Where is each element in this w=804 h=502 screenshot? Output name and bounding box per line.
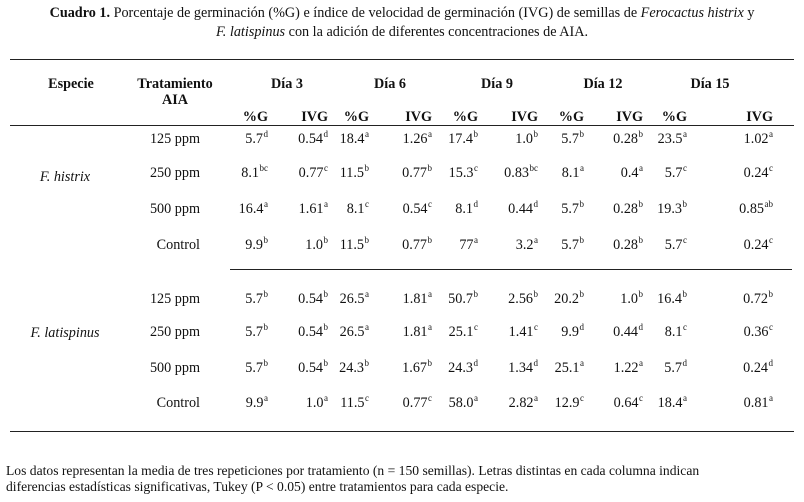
cell-value: 1.0 [620, 291, 638, 307]
cell-value: 0.24 [743, 237, 769, 253]
cell-significance-letter: b [473, 129, 478, 139]
cell-value: 0.24 [743, 165, 769, 181]
cell-significance-letter: c [365, 199, 369, 209]
cell-significance-letter: b [427, 163, 432, 173]
cell-value: 0.64 [613, 395, 639, 411]
table-cell [299, 323, 369, 342]
cell-significance-letter: d [323, 129, 328, 139]
species-separator-rule [230, 269, 792, 270]
subheader-pct-g: %G [661, 109, 687, 125]
cell-significance-letter: b [533, 129, 538, 139]
cell-value: 9.9 [561, 324, 579, 340]
cell-significance-letter: c [428, 199, 432, 209]
footnote-line-2: diferencias estadísticas significativas, Tukey (P < 0.05) entre tratamientos para cada especie. [6, 479, 509, 494]
cell-value: 0.81 [743, 395, 769, 411]
species-label-histrix: F. histrix [39, 169, 91, 185]
cell-value: 0.77 [402, 237, 427, 253]
cell-significance-letter: b [682, 289, 687, 299]
table-cell [703, 130, 773, 149]
table-cell [617, 200, 687, 219]
treatment-label: 250 ppm [149, 165, 200, 181]
cell-significance-letter: b [364, 358, 369, 368]
cell-value: 11.5 [340, 395, 365, 411]
cell-significance-letter: b [263, 235, 268, 245]
cell-value: 1.61 [298, 201, 324, 217]
subheader-pct-g: %G [242, 109, 268, 125]
cell-value: 15.3 [448, 165, 474, 181]
cell-significance-letter: d [533, 199, 538, 209]
cell-significance-letter: a [324, 393, 328, 403]
cell-value: 8.1 [346, 201, 365, 217]
cell-significance-letter: b [263, 358, 268, 368]
day-header: Día 15 [690, 76, 730, 92]
cell-value: 5.7 [245, 360, 263, 376]
caption-text-a: Porcentaje de germinación (%G) e índice de velocidad de germinación (IVG) de semillas de [110, 5, 641, 21]
cell-significance-letter: c [474, 163, 478, 173]
cell-significance-letter: a [683, 129, 687, 139]
cell-significance-letter: a [365, 322, 369, 332]
cell-significance-letter: b [427, 358, 432, 368]
table-cell [703, 323, 773, 342]
cell-significance-letter: a [428, 129, 432, 139]
cell-significance-letter: b [364, 163, 369, 173]
table-cell [299, 130, 369, 149]
header-rule [10, 125, 794, 126]
cell-significance-letter: a [324, 199, 328, 209]
table-cell [703, 164, 773, 183]
subheader-pct-g: %G [452, 109, 478, 125]
treatment-label: 125 ppm [149, 291, 200, 307]
cell-value: 1.0 [305, 237, 323, 253]
top-rule [10, 59, 794, 60]
table-cell [703, 200, 773, 219]
cell-value: 77 [459, 237, 474, 253]
cell-significance-letter: a [474, 393, 478, 403]
table-cell [703, 236, 773, 255]
cell-significance-letter: b [323, 358, 328, 368]
cell-significance-letter: c [769, 163, 773, 173]
cell-value: 5.7 [245, 291, 263, 307]
cell-significance-letter: b [579, 235, 584, 245]
subheader-ivg: IVG [511, 109, 538, 125]
cell-significance-letter: c [683, 235, 687, 245]
table-cell [299, 394, 369, 413]
cell-value: 0.85 [739, 201, 764, 217]
caption-text-c: con la adición de diferentes concentraciones de AIA. [285, 24, 589, 40]
cell-value: 26.5 [339, 324, 365, 340]
cell-value: 26.5 [339, 291, 365, 307]
cell-significance-letter: b [768, 289, 773, 299]
cell-value: 12.9 [554, 395, 580, 411]
table-cell [299, 236, 369, 255]
cell-significance-letter: c [580, 393, 584, 403]
cell-significance-letter: b [638, 199, 643, 209]
cell-value: 0.54 [298, 131, 323, 147]
footnote [6, 463, 804, 495]
cell-value: 5.7 [664, 165, 683, 181]
cell-value: 16.4 [657, 291, 682, 307]
cell-value: 5.7 [664, 360, 682, 376]
cell-value: 8.1 [561, 165, 580, 181]
cell-value: 0.54 [298, 360, 323, 376]
cell-significance-letter: b [364, 235, 369, 245]
cell-significance-letter: b [533, 289, 538, 299]
cell-value: 2.56 [508, 291, 533, 307]
table-cell [299, 290, 369, 309]
subheader-ivg: IVG [616, 109, 643, 125]
subheader-ivg: IVG [746, 109, 773, 125]
cell-value: 11.5 [339, 165, 364, 181]
cell-value: 5.7 [245, 324, 263, 340]
cell-value: 19.3 [657, 201, 682, 217]
cell-value: 0.77 [402, 395, 428, 411]
cell-significance-letter: b [323, 235, 328, 245]
cell-significance-letter: d [263, 129, 268, 139]
cell-significance-letter: d [579, 322, 584, 332]
table-cell [703, 290, 773, 309]
cell-significance-letter: a [639, 358, 643, 368]
cell-value: 0.4 [620, 165, 639, 181]
species-label-latispinus: F. latispinus [30, 325, 100, 341]
cell-value: 50.7 [448, 291, 473, 307]
cell-value: 0.54 [298, 291, 323, 307]
table-cell [703, 394, 773, 413]
cell-value: 18.4 [339, 131, 365, 147]
cell-significance-letter: a [580, 163, 584, 173]
cell-value: 9.9 [245, 395, 264, 411]
caption-species-b: F. latispinus [215, 24, 286, 40]
cell-value: 8.1 [664, 324, 683, 340]
cell-value: 1.41 [508, 324, 534, 340]
cell-significance-letter: d [768, 358, 773, 368]
cell-significance-letter: b [638, 129, 643, 139]
cell-significance-letter: a [534, 393, 538, 403]
cell-value: 0.28 [613, 201, 638, 217]
cell-significance-letter: b [638, 235, 643, 245]
cell-significance-letter: c [534, 322, 538, 332]
header-tratamiento-aia: AIA [161, 92, 188, 108]
subheader-ivg: IVG [405, 109, 432, 125]
cell-value: 1.22 [613, 360, 639, 376]
footnote-line-1: Los datos representan la media de tres repeticiones por tratamiento (n = 150 semillas). Letras distintas en cada columna indican [6, 463, 700, 478]
header-tratamiento: Tratamiento [137, 76, 213, 92]
day-header: Día 12 [583, 76, 623, 92]
cell-significance-letter: d [533, 358, 538, 368]
table-caption [18, 4, 786, 42]
table-cell [617, 236, 687, 255]
cell-value: 5.7 [561, 131, 579, 147]
cell-value: 1.67 [402, 360, 427, 376]
cell-value: 0.44 [613, 324, 638, 340]
cell-value: 8.1 [241, 165, 259, 181]
cell-significance-letter: b [473, 289, 478, 299]
cell-significance-letter: a [683, 393, 687, 403]
cell-value: 1.81 [402, 324, 428, 340]
cell-value: 0.36 [743, 324, 769, 340]
cell-significance-letter: d [473, 358, 478, 368]
treatment-label: 500 ppm [149, 360, 200, 376]
cell-significance-letter: d [638, 322, 643, 332]
caption-species-a: Ferocactus histrix [640, 5, 744, 21]
cell-value: 0.44 [508, 201, 533, 217]
bottom-rule [10, 431, 794, 432]
cell-significance-letter: c [428, 393, 432, 403]
cell-significance-letter: a [580, 358, 584, 368]
cell-significance-letter: d [473, 199, 478, 209]
cell-value: 1.0 [305, 395, 324, 411]
table-cell [617, 394, 687, 413]
cell-significance-letter: b [263, 322, 268, 332]
cell-significance-letter: a [474, 235, 478, 245]
table-cell [703, 359, 773, 378]
cell-value: 23.5 [657, 131, 683, 147]
cell-value: 0.24 [743, 360, 768, 376]
cell-value: 1.0 [515, 131, 533, 147]
cell-significance-letter: b [579, 199, 584, 209]
cell-value: 1.26 [402, 131, 428, 147]
cell-significance-letter: b [638, 289, 643, 299]
cell-significance-letter: a [534, 235, 538, 245]
cell-value: 5.7 [245, 131, 263, 147]
cell-significance-letter: b [323, 289, 328, 299]
cell-value: 0.54 [298, 324, 323, 340]
cell-significance-letter: b [323, 322, 328, 332]
cell-significance-letter: b [427, 235, 432, 245]
cell-value: 0.72 [743, 291, 768, 307]
table-cell [617, 130, 687, 149]
cell-value: 0.83 [504, 165, 529, 181]
table-cell [617, 359, 687, 378]
cell-value: 58.0 [448, 395, 474, 411]
treatment-label: Control [156, 395, 200, 411]
cell-significance-letter: a [428, 289, 432, 299]
cell-value: 0.77 [298, 165, 324, 181]
caption-label: Cuadro 1. [49, 5, 111, 21]
cell-significance-letter: c [639, 393, 643, 403]
cell-significance-letter: b [263, 289, 268, 299]
cell-value: 25.1 [448, 324, 474, 340]
header-especie: Especie [48, 76, 94, 92]
day-header: Día 3 [271, 76, 303, 92]
table-cell [299, 164, 369, 183]
table-cell [299, 200, 369, 219]
cell-value: 0.54 [402, 201, 428, 217]
cell-value: 1.34 [508, 360, 533, 376]
cell-value: 18.4 [657, 395, 683, 411]
cell-value: 0.28 [613, 131, 638, 147]
treatment-label: 500 ppm [149, 201, 200, 217]
treatment-label: 125 ppm [149, 131, 200, 147]
cell-value: 5.7 [561, 237, 579, 253]
cell-significance-letter: a [769, 393, 773, 403]
cell-significance-letter: a [428, 322, 432, 332]
day-header: Día 9 [481, 76, 513, 92]
cell-significance-letter: c [769, 235, 773, 245]
cell-significance-letter: a [365, 289, 369, 299]
cell-significance-letter: c [683, 163, 687, 173]
cell-significance-letter: c [683, 322, 687, 332]
cell-value: 9.9 [245, 237, 263, 253]
cell-significance-letter: c [474, 322, 478, 332]
cell-value: 11.5 [339, 237, 364, 253]
cell-value: 17.4 [448, 131, 473, 147]
cell-significance-letter: d [682, 358, 687, 368]
cell-significance-letter: c [769, 322, 773, 332]
table-cell [617, 164, 687, 183]
cell-value: 24.3 [448, 360, 473, 376]
cell-significance-letter: c [324, 163, 328, 173]
cell-significance-letter: a [264, 393, 268, 403]
cell-value: 24.3 [339, 360, 364, 376]
subheader-pct-g: %G [343, 109, 369, 125]
day-header: Día 6 [374, 76, 406, 92]
cell-value: 25.1 [554, 360, 580, 376]
cell-significance-letter: b [579, 129, 584, 139]
cell-value: 0.77 [402, 165, 427, 181]
cell-value: 0.28 [613, 237, 638, 253]
subheader-pct-g: %G [558, 109, 584, 125]
cell-value: 2.82 [508, 395, 534, 411]
cell-value: 20.2 [554, 291, 579, 307]
cell-significance-letter: a [769, 129, 773, 139]
cell-value: 3.2 [515, 237, 534, 253]
caption-text-b: y [743, 5, 755, 21]
cell-significance-letter: a [365, 129, 369, 139]
cell-value: 1.81 [402, 291, 428, 307]
cell-value: 8.1 [455, 201, 473, 217]
cell-value: 1.02 [743, 131, 769, 147]
treatment-label: Control [156, 237, 200, 253]
cell-significance-letter: b [682, 199, 687, 209]
cell-significance-letter: a [264, 199, 268, 209]
cell-value: 5.7 [561, 201, 579, 217]
cell-significance-letter: ab [764, 199, 773, 209]
treatment-label: 250 ppm [149, 324, 200, 340]
cell-significance-letter: c [365, 393, 369, 403]
table-cell [299, 359, 369, 378]
cell-significance-letter: bc [529, 163, 538, 173]
cell-value: 5.7 [664, 237, 683, 253]
table-cell [617, 323, 687, 342]
cell-significance-letter: bc [259, 163, 268, 173]
cell-value: 16.4 [238, 201, 264, 217]
cell-significance-letter: a [639, 163, 643, 173]
subheader-ivg: IVG [301, 109, 328, 125]
table-cell [617, 290, 687, 309]
cell-significance-letter: b [579, 289, 584, 299]
